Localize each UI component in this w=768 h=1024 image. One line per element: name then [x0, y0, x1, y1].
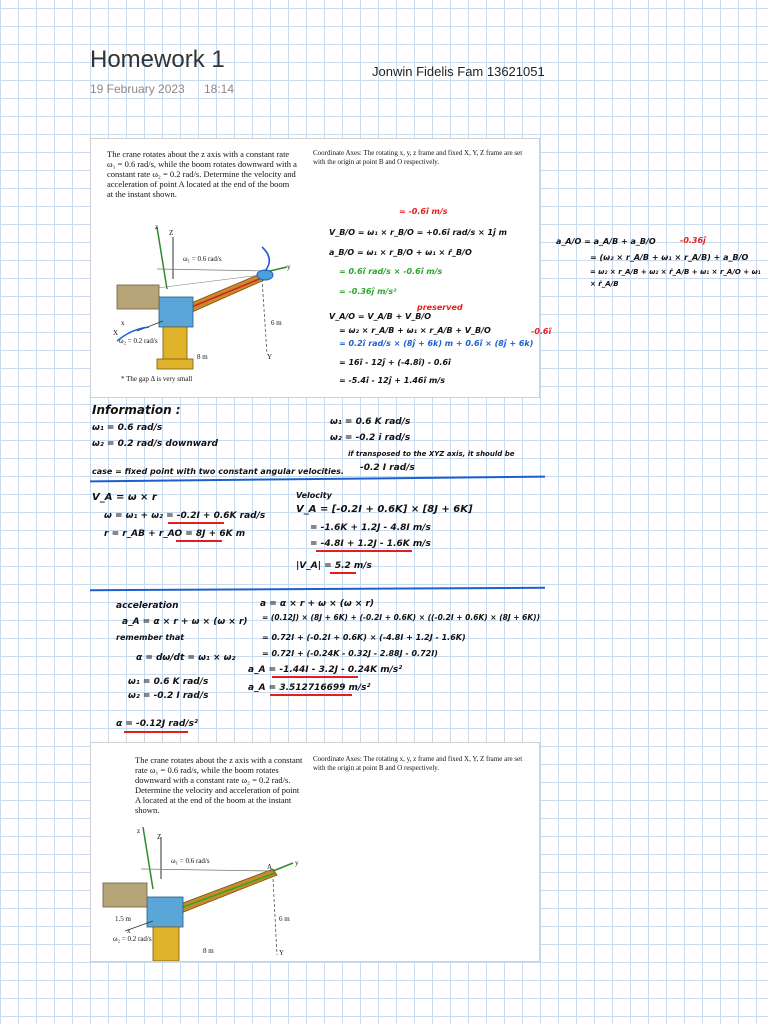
- label-y-lower: y: [287, 263, 291, 271]
- label-w2: ω₂ = 0.2 rad/s: [119, 337, 158, 345]
- acc-alpha-underline: [124, 731, 188, 733]
- label-x-lower-repeat: x: [127, 927, 131, 935]
- label-Z-upper: Z: [169, 229, 174, 237]
- acc-remember: remember that: [116, 633, 185, 642]
- label-A-repeat: A: [267, 863, 273, 871]
- acc-line-3: = 0.72I + (-0.24K - 0.32J - 2.88J - 0.72I): [262, 649, 438, 658]
- coordinate-axes-note-repeat: Coordinate Axes: The rotating x, y, z frame and fixed X, Y, Z frame are set with the origin at point B and O respectively.: [313, 755, 523, 772]
- vel-w-sum-underline: [168, 522, 224, 524]
- acc-magnitude-underline: [270, 694, 352, 696]
- coordinate-axes-note: Coordinate Axes: The rotating x, y, z frame and fixed X, Y, Z frame are set with the origin at point B and O respectively.: [313, 149, 523, 166]
- info-w2: ω₂ = 0.2 rad/s downward: [92, 439, 218, 449]
- divider-2: [90, 587, 545, 591]
- label-x-lower: x: [121, 319, 125, 327]
- note-vel-9: = -5.4î - 12ĵ + 1.46î m/s: [339, 376, 446, 385]
- acc-result-underline: [272, 676, 358, 678]
- problem-statement-repeat: The crane rotates about the z axis with a constant rate ω₁ = 0.6 rad/s, while the boom rotates downward with a constant rate ω₂ = 0.2 rad/s. Determine the velocity and acceleration of point A located at the end of the boom at the instant shown.: [135, 755, 303, 815]
- label-8m: 8 m: [197, 353, 208, 361]
- note-vel-4: = -0.36ĵ m/s²: [339, 287, 397, 296]
- page-date: 19 February 2023: [90, 82, 185, 96]
- vel-magnitude-underline: [330, 572, 356, 574]
- info-transposed: -0.2 I rad/s: [360, 463, 415, 473]
- right-note-3: = ω₂ × r_A/B + ω₂ × ṙ_A/B + ω₁ × r_A/O + ω₁ × ṙ_A/B: [590, 268, 761, 288]
- acc-magnitude: a_A = 3.512716699 m/s²: [248, 683, 371, 693]
- crane-figure: [97, 219, 327, 379]
- note-vel-8: = 16î - 12ĵ + (-4.8î) - 0.6î: [339, 358, 451, 367]
- problem-panel-1: [90, 138, 552, 398]
- problem-panel-2: [90, 742, 540, 962]
- vel-r-eq: r = r_AB + r_AO = 8J + 6K m: [104, 529, 246, 539]
- label-6m: 6 m: [271, 319, 282, 327]
- acc-line-2: = 0.72I + (-0.2I + 0.6K) × (-4.8I + 1.2J - 1.6K): [262, 633, 466, 642]
- label-y-lower-repeat: y: [295, 859, 299, 867]
- label-z-lower: z: [155, 223, 159, 231]
- acc-alpha: α = -0.12J rad/s²: [116, 719, 198, 729]
- note-vel-6: = ω₂ × r_A/B + ω₁ × r_A/B + V_B/O: [339, 326, 491, 335]
- vel-title: Velocity: [296, 491, 332, 500]
- acc-w1: ω₁ = 0.6 K rad/s: [128, 677, 209, 687]
- note-vel-2: a_B/O = ω₁ × r_B/O + ω₁ × ṙ_B/O: [329, 248, 472, 257]
- vel-magnitude: |V_A| = 5.2 m/s: [296, 561, 372, 571]
- right-note-red: -0.36ĵ: [680, 236, 706, 245]
- vel-line-1: V_A = [-0.2I + 0.6K] × [8J + 6K]: [296, 504, 473, 515]
- info-w1k: ω₁ = 0.6 K rad/s: [330, 417, 411, 427]
- label-Y-upper: Y: [267, 353, 273, 361]
- label-w1: ω₁ = 0.6 rad/s: [183, 255, 222, 263]
- info-transpose-note: if transposed to the XYZ axis, it should be: [348, 450, 515, 458]
- vel-line-2: = -1.6K + 1.2J - 4.8I m/s: [310, 523, 431, 533]
- right-note-2: = (ω₂ × r_A/B + ω₁ × r_A/B) + a_B/O: [590, 253, 749, 262]
- label-Y-upper-repeat: Y: [279, 949, 285, 957]
- acc-result: a_A = -1.44I - 3.2J - 0.24K m/s²: [248, 665, 403, 675]
- note-vel-1: V_B/O = ω₁ × r_B/O = +0.6î rad/s × 1ĵ m: [329, 228, 507, 237]
- vel-line-3-underline: [316, 550, 412, 552]
- info-w2i: ω₂ = -0.2 i rad/s: [330, 433, 411, 443]
- label-w1-repeat: ω₁ = 0.6 rad/s: [171, 857, 210, 865]
- label-15m-repeat: 1.5 m: [115, 915, 131, 923]
- vel-w-sum: ω = ω₁ + ω₂ = -0.2I + 0.6K rad/s: [104, 511, 266, 521]
- right-note-1: a_A/O = a_A/B + a_B/O: [556, 237, 656, 246]
- label-6m-repeat: 6 m: [279, 915, 290, 923]
- acc-title: acceleration: [116, 601, 179, 611]
- label-Z-upper-repeat: Z: [157, 833, 162, 841]
- page-title: Homework 1: [90, 46, 225, 73]
- label-8m-repeat: 8 m: [203, 947, 214, 955]
- label-X-upper: X: [113, 329, 119, 337]
- note-vel-3: = 0.6î rad/s × -0.6î m/s: [339, 267, 443, 276]
- info-w1: ω₁ = 0.6 rad/s: [92, 423, 163, 433]
- problem-statement: The crane rotates about the z axis with a constant rate ω₁ = 0.6 rad/s, while the boom rotates downward with a constant rate ω₂ = 0.2 rad/s. Determine the velocity and acceleration of point A located at the end of the boom at the instant shown.: [107, 149, 297, 199]
- note-red-side: -0.6î: [531, 327, 552, 336]
- acc-w2: ω₂ = -0.2 I rad/s: [128, 691, 209, 701]
- note-vel-5: V_A/O = V_A/B + V_B/O: [329, 312, 432, 321]
- note-red-preserved: preserved: [417, 303, 463, 312]
- vel-eq: V_A = ω × r: [92, 492, 157, 503]
- info-heading: Information :: [92, 403, 181, 417]
- vel-line-3: = -4.8I + 1.2J - 1.6K m/s: [310, 539, 431, 549]
- vel-r-underline: [176, 540, 222, 542]
- acc-line-1: = (0.12J) × (8J + 6K) + (-0.2I + 0.6K) × ((-0.2I + 0.6K) × (8J + 6K)): [262, 613, 541, 622]
- author-name: Jonwin Fidelis Fam 13621051: [372, 64, 545, 79]
- note-vel-7: = 0.2î rad/s × (8ĵ + 6k) m + 0.6î × (8ĵ + 6k): [339, 339, 534, 348]
- note-red-top: = -0.6î m/s: [399, 207, 448, 216]
- info-case: case = fixed point with two constant angular velocities.: [92, 467, 344, 476]
- page-time: 18:14: [204, 82, 235, 96]
- gap-note: * The gap Δ is very small: [121, 375, 193, 383]
- acc-eq: a_A = α × r + ω × (ω × r): [122, 617, 248, 627]
- label-w2-repeat: ω₂ = 0.2 rad/s: [113, 935, 152, 943]
- acc-alpha-def: α = dω/dt = ω₁ × ω₂: [136, 653, 236, 663]
- label-z-lower-repeat: z: [137, 827, 141, 835]
- acc-main: a = α × r + ω × (ω × r): [260, 599, 375, 609]
